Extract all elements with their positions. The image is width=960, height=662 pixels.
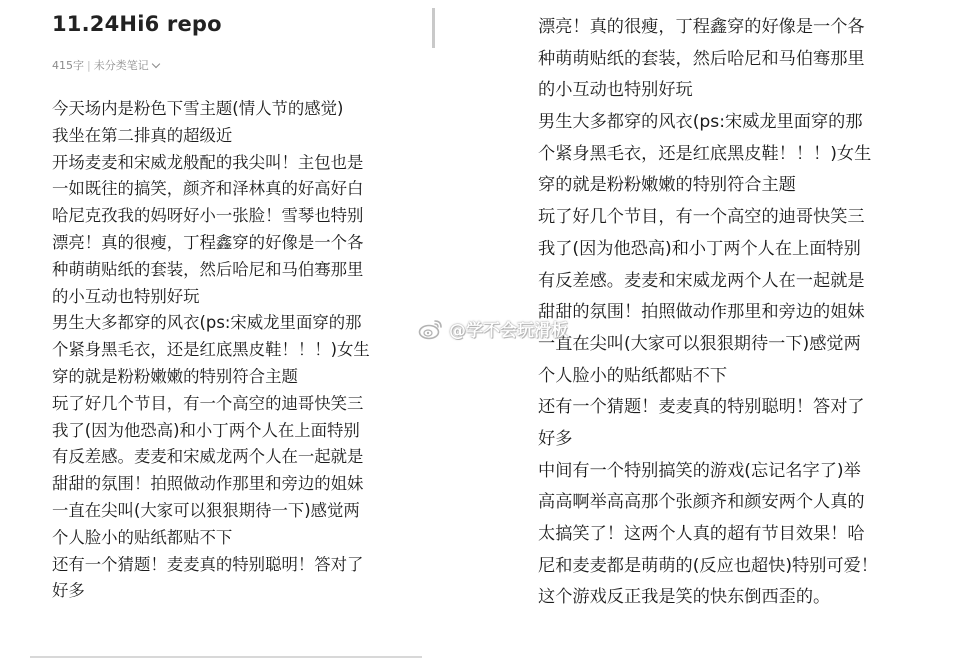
note-line: 高高啊举高高那个张颜齐和颜安两个人真的 <box>538 492 865 513</box>
watermark <box>418 316 568 341</box>
category-dropdown[interactable] <box>94 59 159 72</box>
note-line: 个紧身黑毛衣，还是红底黑皮鞋！！！)女生 <box>538 143 872 164</box>
note-line: 的小互动也特别好玩 <box>538 80 693 101</box>
note-line: 甜甜的氛围！拍照做动作那里和旁边的姐妹 <box>538 302 865 323</box>
note-line: 有反差感。麦麦和宋威龙两个人在一起就是 <box>52 447 364 467</box>
category-label: 未分类笔记 <box>93 59 149 72</box>
watermark-text: @学不会玩滑板 <box>449 321 568 341</box>
note-body-left <box>52 96 436 605</box>
note-line: 个人脸小的贴纸都贴不下 <box>52 527 233 547</box>
note-line: 哈尼克孜我的妈呀好小一张脸！雪琴也特别 <box>52 206 364 226</box>
left-note-panel <box>0 0 438 662</box>
note-line: 男生大多都穿的风衣(ps:宋威龙里面穿的那 <box>52 313 362 333</box>
note-line: 这个游戏反正我是笑的快东倒西歪的。 <box>538 587 831 608</box>
word-count: 415字 <box>52 59 84 72</box>
note-line: 穿的就是粉粉嫩嫩的特别符合主题 <box>538 175 796 196</box>
note-line: 还有一个猜题！麦麦真的特别聪明！答对了 <box>538 397 865 418</box>
note-body-right <box>538 12 958 614</box>
note-line: 漂亮！真的很瘦，丁程鑫穿的好像是一个各 <box>52 232 364 252</box>
note-line: 个紧身黑毛衣，还是红底黑皮鞋！！！)女生 <box>52 340 370 360</box>
note-line: 好多 <box>538 428 573 449</box>
note-line: 我了(因为他恐高)和小丁两个人在上面特别 <box>538 238 861 259</box>
note-meta <box>52 57 159 73</box>
note-line: 种萌萌贴纸的套装，然后哈尼和马伯骞那里 <box>538 48 865 69</box>
note-line: 好多 <box>52 581 85 601</box>
note-line: 太搞笑了！这两个人真的超有节目效果！哈 <box>538 524 865 544</box>
meta-separator: | <box>87 59 91 72</box>
note-line: 尼和麦麦都是萌萌的(反应也超快)特别可爱！ <box>538 555 878 576</box>
note-line: 个人脸小的贴纸都贴不下 <box>538 365 728 386</box>
note-line: 种萌萌贴纸的套装，然后哈尼和马伯骞那里 <box>52 259 364 279</box>
note-line: 一直在尖叫(大家可以狠狠期待一下)感觉两 <box>538 333 861 354</box>
note-line: 玩了好几个节目，有一个高空的迪哥快笑三 <box>538 207 865 228</box>
note-line: 还有一个猜题！麦麦真的特别聪明！答对了 <box>52 554 364 574</box>
scrollbar-thumb[interactable] <box>432 8 435 48</box>
note-line: 男生大多都穿的风衣(ps:宋威龙里面穿的那 <box>538 112 863 133</box>
note-line: 的小互动也特别好玩 <box>52 286 200 306</box>
note-line: 穿的就是粉粉嫩嫩的特别符合主题 <box>52 366 298 386</box>
note-line: 甜甜的氛围！拍照做动作那里和旁边的姐妹 <box>52 474 364 494</box>
note-line: 一直在尖叫(大家可以狠狠期待一下)感觉两 <box>52 500 360 520</box>
note-line: 我坐在第二排真的超级近 <box>52 125 233 145</box>
note-line: 有反差感。麦麦和宋威龙两个人在一起就是 <box>538 270 865 291</box>
chevron-down-icon <box>151 60 159 68</box>
note-line: 今天场内是粉色下雪主题(情人节的感觉) <box>52 99 344 118</box>
note-line: 漂亮！真的很瘦，丁程鑫穿的好像是一个各 <box>538 17 865 37</box>
note-line: 中间有一个特别搞笑的游戏(忘记名字了)举 <box>538 460 861 481</box>
note-line: 开场麦麦和宋威龙般配的我尖叫！主包也是 <box>52 152 364 172</box>
note-title: 11.24Hi6 repo <box>52 12 222 36</box>
note-line: 一如既往的搞笑，颜齐和泽林真的好高好白 <box>52 179 364 199</box>
note-line: 我了(因为他恐高)和小丁两个人在上面特别 <box>52 420 360 440</box>
bottom-divider <box>30 656 422 658</box>
weibo-icon <box>418 318 444 340</box>
note-line: 玩了好几个节目，有一个高空的迪哥快笑三 <box>52 393 364 413</box>
